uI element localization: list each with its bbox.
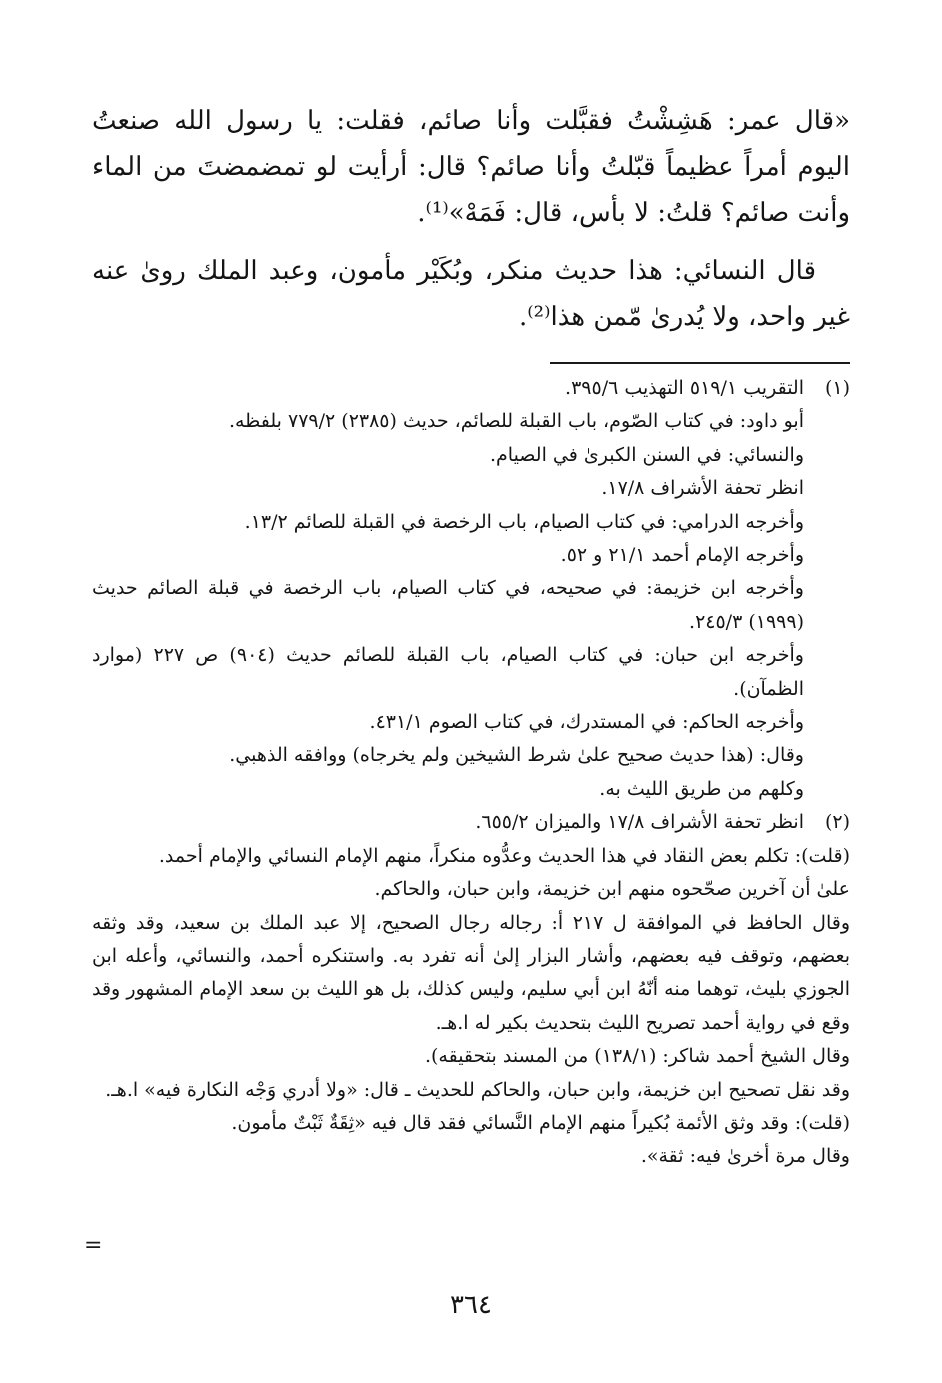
footnote-line: والنسائي: في السنن الكبرىٰ في الصيام. [489, 443, 804, 466]
footnote-line: وقال الشيخ أحمد شاكر: (١٣٨/١) من المسند بتحقيقه). [424, 1045, 850, 1068]
footnotes [92, 372, 850, 1174]
footnote-line: أبو داود: في كتاب الصّوم، باب القبلة للصائم، حديث (٢٣٨٥) ٧٧٩/٢ بلفظه. [228, 410, 804, 433]
footnote-line: انظر تحفة الأشراف ١٧/٨. [601, 477, 804, 500]
footnote-separator [550, 362, 850, 364]
footnote-line: وكلهم من طريق الليث به. [599, 777, 804, 800]
page-number: ٣٦٤ [450, 1290, 492, 1320]
main-text [92, 98, 850, 340]
footnote-line: وقد نقل تصحيح ابن خزيمة، وابن حبان، والحاكم للحديث ـ قال: «ولا أدري وَجْه النكارة فيه» ا.هـ. [105, 1078, 850, 1101]
footnote-line: وأخرجه الإمام أحمد ٢١/١ و ٥٢. [560, 544, 804, 567]
footnote-line: وأخرجه الدرامي: في كتاب الصيام، باب الرخصة في القبلة للصائم ١٣/٢. [244, 510, 804, 533]
footnote-line: وأخرجه ابن خزيمة: في صحيحه، في كتاب الصيام، باب الرخصة في قبلة الصائم حديث (١٩٩٩) ٢٤٥/٣. [92, 577, 804, 633]
footnote-2-first-line-wrap [92, 806, 804, 839]
footnote-1 [92, 372, 850, 806]
footnote-line: وأخرجه ابن حبان: في كتاب الصيام، باب القبلة للصائم حديث (٩٠٤) ص ٢٢٧ (موارد الظمآن). [92, 644, 804, 700]
footnote-2 [92, 806, 850, 839]
footnote-2-body [92, 840, 850, 1174]
footnote-line: وأخرجه الحاكم: في المستدرك، في كتاب الصوم ٤٣١/١. [369, 711, 804, 734]
book-page [92, 98, 850, 1338]
footnote-line: وقال مرة أخرىٰ فيه: ثقة». [640, 1145, 850, 1168]
footnote-line: وقال الحافظ في الموافقة ل ٢١٧ أ: رجاله رجال الصحيح، إلا عبد الملك بن سعيد، وقد وثقه بعضهم، وتوقف فيه بعضهم، وأشار البزار إلىٰ أنه تفرد به. واستنكره أحمد، والنسائي، وأعله ابن الجوزي بليث، توهما منه أنّهُ ابن أبي سليم، وليس كذلك، بل هو الليث بن سعد الإمام المشهور وقد وقع في رواية أحمد تصريح الليث بتحديث بكير له ا.هـ. [92, 911, 850, 1034]
footnote-line: (قلت): تكلم بعض النقاد في هذا الحديث وعدُّوه منكراً، منهم الإمام النسائي والإمام أحمد. [158, 844, 850, 867]
footnote-line: التقريب ٥١٩/١ التهذيب ٣٩٥/٦. [565, 377, 804, 399]
footnote-1-body [92, 372, 804, 806]
footnote-line: انظر تحفة الأشراف ١٧/٨ والميزان ٦٥٥/٢. [475, 811, 804, 834]
continuation-mark: = [84, 1233, 103, 1258]
footnote-2-number: (٢) [824, 811, 850, 834]
main-paragraph-hadith: «قال عمر: هَشِشْتُ فقبَّلت وأنا صائم، فقلت: يا رسول الله صنعتُ اليوم أمراً عظيماً قبّلتُ وأنا صائم؟ قال: أرأيت لو تمضمضتَ من الماء وأنت صائم؟ قلتُ: لا بأس، قال: فَمَهْ»⁽¹⁾. [92, 106, 850, 228]
footnote-line: وقال: (هذا حديث صحيح علىٰ شرط الشيخين ولم يخرجاه) ووافقه الذهبي. [229, 744, 804, 767]
footnote-1-number: (١) [824, 377, 850, 399]
main-paragraph-nasai: قال النسائي: هذا حديث منكر، وبُكَيْر مأمون، وعبد الملك روىٰ عنه غير واحد، ولا يُدرىٰ مّمن هذا⁽²⁾. [92, 256, 850, 332]
footnote-line: (قلت): وقد وثق الأئمة بُكيراً منهم الإمام النَّسائي فقد قال فيه «ثِقَةٌ ثَبْتٌ مأمون. [231, 1111, 850, 1134]
footnote-line: علىٰ أن آخرين صحّحوه منهم ابن خزيمة، وابن حبان، والحاكم. [374, 878, 850, 901]
